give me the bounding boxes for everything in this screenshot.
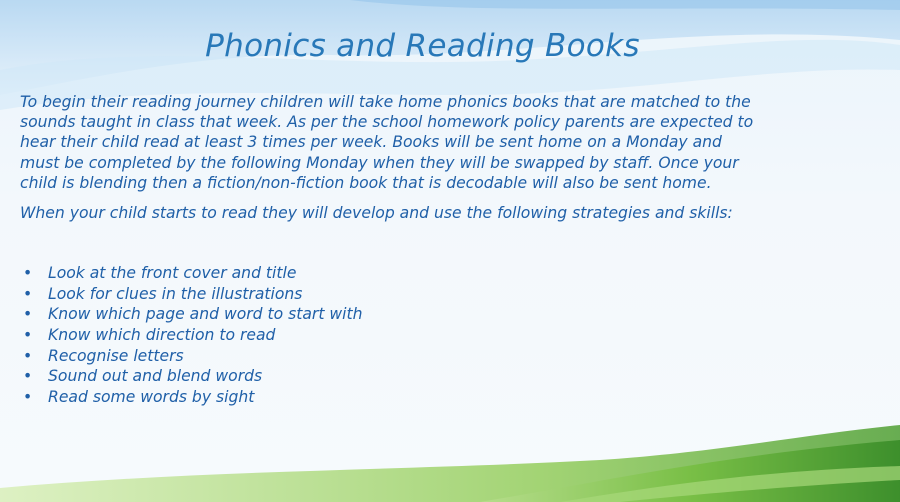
list-item [20, 387, 880, 408]
bullet-icon: • [23, 326, 33, 344]
list-item-text: Recognise letters [48, 346, 184, 365]
list-item-text: Sound out and blend words [48, 367, 263, 386]
list-item [20, 346, 880, 367]
list-item-text: Look at the front cover and title [48, 264, 297, 283]
bullet-icon: • [23, 367, 33, 386]
bullet-icon: • [23, 387, 33, 406]
list-item [20, 304, 880, 325]
page-title: Phonics and Reading Books [205, 28, 640, 64]
bullet-icon: • [23, 284, 33, 303]
list-item-text: Know which direction to read [48, 326, 276, 344]
skills-intro-paragraph: When your child starts to read they will develop and use the following strategies and skills: [20, 204, 733, 223]
list-item [20, 263, 880, 284]
list-item-text: Read some words by sight [48, 387, 255, 406]
list-item-text: Know which page and word to start with [48, 305, 363, 324]
bullet-icon: • [23, 346, 33, 365]
bullet-icon: • [23, 264, 33, 283]
list-item-text: Look for clues in the illustrations [48, 284, 303, 303]
bullet-icon: • [23, 305, 33, 324]
skills-list [20, 263, 880, 407]
intro-paragraph: To begin their reading journey children will take home phonics books that are matched to the sounds taught in class that week. As per the school homework policy parents are expected to hear their child read at least 3 times per week. Books will be sent home on a Monday and must be completed by the following Monday when they will be swapped by staff. Once your child is blending then a fiction/non-fiction book that is decodable will also be sent home. [20, 93, 754, 192]
list-item [20, 325, 880, 346]
list-item [20, 284, 880, 305]
slide-body [20, 92, 880, 407]
list-item [20, 366, 880, 387]
